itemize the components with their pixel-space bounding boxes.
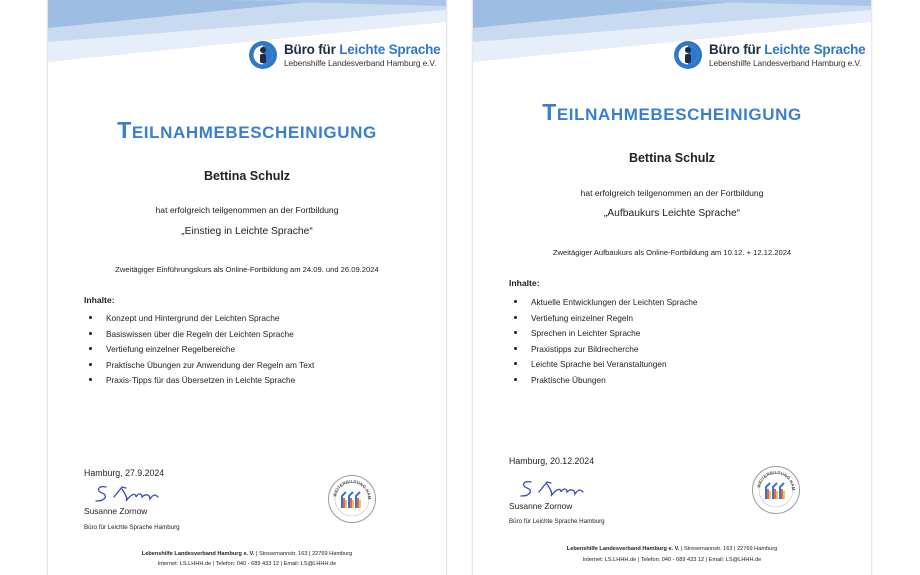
signature — [92, 483, 172, 505]
list-item: Aktuelle Entwicklungen der Leichten Sprache — [509, 297, 698, 313]
certificate-aufbaukurs — [472, 0, 872, 575]
brand-title: Büro für Leichte Sprache — [709, 42, 866, 57]
signer-name: Susanne Zornow — [84, 506, 148, 516]
list-item: Basiswissen über die Regeln der Leichten Sprache — [84, 329, 314, 345]
seal-text: WEITERBILDUNG HAM — [332, 478, 373, 500]
signature — [517, 478, 597, 500]
quality-seal-icon — [327, 474, 377, 524]
seal-text: WEITERBILDUNG HAM — [756, 469, 797, 491]
contents-list — [84, 313, 314, 391]
brand-logo — [248, 38, 444, 74]
footer-address: Lebenshilfe Landesverband Hamburg e. V. | Stresemannstr. 163 | 22769 Hamburg — [566, 546, 778, 552]
certificate-title: TEILNAHMEBESCHEINIGUNG — [542, 99, 802, 125]
brand-subtitle: Lebenshilfe Landesverband Hamburg e.V. — [709, 58, 862, 68]
course-description: Zweitägiger Aufbaukurs als Online-Fortbildung am 10.12. + 12.12.2024 — [552, 248, 792, 257]
course-description: Zweitägiger Einführungskurs als Online-Fortbildung am 24.09. und 26.09.2024 — [115, 265, 379, 274]
list-item: Praktische Übungen — [509, 375, 698, 391]
contents-heading: Inhalte: — [509, 278, 540, 288]
brand-title: Büro für Leichte Sprache — [284, 42, 441, 57]
brand-logo — [673, 38, 869, 74]
certificate-einstieg — [47, 0, 447, 575]
recipient-name: Bettina Schulz — [203, 169, 291, 183]
brand-subtitle: Lebenshilfe Landesverband Hamburg e.V. — [284, 58, 437, 68]
signer-name: Susanne Zornow — [509, 501, 573, 511]
list-item: Praxistipps zur Bildrecherche — [509, 344, 698, 360]
footer-address: Lebenshilfe Landesverband Hamburg e. V. | Stresemannstr. 163 | 22769 Hamburg — [141, 551, 353, 557]
completion-statement: hat erfolgreich teilgenommen an der Fortbildung — [580, 188, 764, 198]
certificate-title: TEILNAHMEBESCHEINIGUNG — [117, 117, 377, 143]
completion-statement: hat erfolgreich teilgenommen an der Fortbildung — [155, 205, 339, 215]
place-date: Hamburg, 20.12.2024 — [509, 456, 595, 466]
list-item: Praxis-Tipps für das Übersetzen in Leichte Sprache — [84, 375, 314, 391]
contents-list — [509, 297, 698, 390]
list-item: Vertiefung einzelner Regeln — [509, 313, 698, 329]
signer-office: Büro für Leichte Sprache Hamburg — [509, 518, 605, 525]
place-date: Hamburg, 27.9.2024 — [84, 468, 165, 478]
contents-heading: Inhalte: — [84, 295, 115, 305]
recipient-name: Bettina Schulz — [628, 151, 716, 165]
list-item: Praktische Übungen zur Anwendung der Regeln am Text — [84, 360, 314, 376]
course-title: „Einstieg in Leichte Sprache“ — [181, 226, 313, 237]
list-item: Sprechen in Leichter Sprache — [509, 328, 698, 344]
course-title: „Aufbaukurs Leichte Sprache“ — [603, 208, 741, 219]
brand-mark-icon — [248, 40, 278, 70]
quality-seal-icon — [751, 465, 801, 515]
list-item: Leichte Sprache bei Veranstaltungen — [509, 359, 698, 375]
signer-office: Büro für Leichte Sprache Hamburg — [84, 524, 180, 531]
footer-contact: Internet: LS.LHHH.de | Telefon: 040 - 689 433 12 | Email: LS@LHHH.de — [582, 557, 762, 563]
brand-mark-icon — [673, 40, 703, 70]
footer-contact: Internet: LS.LHHH.de | Telefon: 040 - 689 433 12 | Email: LS@LHHH.de — [157, 561, 337, 567]
list-item: Vertiefung einzelner Regelbereiche — [84, 344, 314, 360]
list-item: Konzept und Hintergrund der Leichten Sprache — [84, 313, 314, 329]
